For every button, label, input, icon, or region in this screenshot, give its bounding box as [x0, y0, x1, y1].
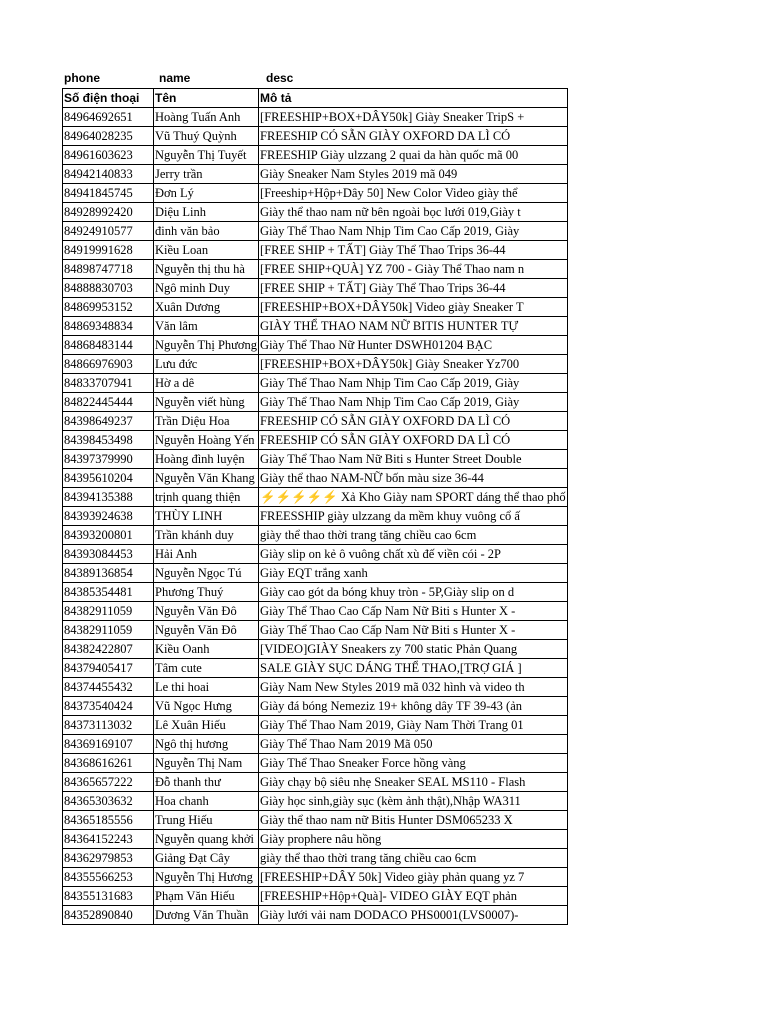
cell-desc: Giày Thể Thao Nam Nữ Biti s Hunter Street Double — [259, 450, 568, 469]
cell-phone: 84961603623 — [63, 146, 154, 165]
cell-desc: [FREESHIP+BOX+DÂY50k] Giày Sneaker TripS + — [259, 108, 568, 127]
cell-phone: 84369169107 — [63, 735, 154, 754]
cell-name: Văn lâm — [154, 317, 259, 336]
table-row — [63, 431, 568, 450]
cell-name: Lưu đức — [154, 355, 259, 374]
cell-desc: Giày học sinh,giày sục (kèm ảnh thật),Nhập WA311 — [259, 792, 568, 811]
cell-name: Vũ Ngọc Hưng — [154, 697, 259, 716]
cell-name: Trung Hiếu — [154, 811, 259, 830]
cell-desc: GIÀY THỂ THAO NAM NỮ BITIS HUNTER TỰ — [259, 317, 568, 336]
column-header-name: Tên — [154, 89, 259, 108]
cell-desc: [FREESHIP+Hộp+Quà]- VIDEO GIÀY EQT phản — [259, 887, 568, 906]
cell-name: Đơn Lý — [154, 184, 259, 203]
table-row — [63, 393, 568, 412]
customer-table — [62, 88, 568, 925]
cell-name: Nguyễn viết hùng — [154, 393, 259, 412]
cell-desc: Giày Thể Thao Nam 2019, Giày Nam Thời Trang 01 — [259, 716, 568, 735]
cell-phone: 84398649237 — [63, 412, 154, 431]
cell-name: Hải Anh — [154, 545, 259, 564]
table-row — [63, 754, 568, 773]
cell-name: Nguyễn Thị Phương — [154, 336, 259, 355]
cell-name: Tâm cute — [154, 659, 259, 678]
cell-desc: Giày Thể Thao Nam Nhịp Tim Cao Cấp 2019, Giày — [259, 393, 568, 412]
cell-name: Nguyễn Văn Đô — [154, 621, 259, 640]
cell-phone: 84869348834 — [63, 317, 154, 336]
cell-name: Nguyễn Văn Khang — [154, 469, 259, 488]
cell-phone: 84393200801 — [63, 526, 154, 545]
cell-desc: Giày đá bóng Nemeziz 19+ không dây TF 39-43 (ản — [259, 697, 568, 716]
table-row — [63, 621, 568, 640]
cell-desc: Giày prophere nâu hồng — [259, 830, 568, 849]
cell-desc: [FREESHIP+BOX+DÂY50k] Giày Sneaker Yz700 — [259, 355, 568, 374]
cell-desc: [FREE SHIP+QUÀ] YZ 700 - Giày Thể Thao nam n — [259, 260, 568, 279]
table-row — [63, 507, 568, 526]
field-desc: desc — [266, 71, 294, 85]
cell-phone: 84822445444 — [63, 393, 154, 412]
cell-name: Đỗ thanh thư — [154, 773, 259, 792]
table-row — [63, 640, 568, 659]
cell-name: Ngô minh Duy — [154, 279, 259, 298]
cell-name: Hoàng đình luyện — [154, 450, 259, 469]
cell-name: Nguyễn Thị Tuyết — [154, 146, 259, 165]
cell-phone: 84398453498 — [63, 431, 154, 450]
cell-desc: [Freeship+Hộp+Dây 50] New Color Video giày thể — [259, 184, 568, 203]
table-row — [63, 735, 568, 754]
cell-phone: 84919991628 — [63, 241, 154, 260]
cell-name: trịnh quang thiện — [154, 488, 259, 507]
table-row — [63, 792, 568, 811]
table-row — [63, 241, 568, 260]
table-row — [63, 336, 568, 355]
cell-desc: Giày Thể Thao Nữ Hunter DSWH01204 BẠC — [259, 336, 568, 355]
cell-desc: Giày Thể Thao Cao Cấp Nam Nữ Biti s Hunter X - — [259, 621, 568, 640]
table-row — [63, 298, 568, 317]
table-row — [63, 887, 568, 906]
cell-desc: Giày cao gót da bóng khuy tròn - 5P,Giày slip on d — [259, 583, 568, 602]
cell-name: Trần Diệu Hoa — [154, 412, 259, 431]
table-row — [63, 659, 568, 678]
cell-phone: 84393924638 — [63, 507, 154, 526]
cell-name: Le thi hoai — [154, 678, 259, 697]
cell-phone: 84382911059 — [63, 621, 154, 640]
cell-phone: 84941845745 — [63, 184, 154, 203]
cell-name: Kiều Oanh — [154, 640, 259, 659]
cell-desc: Giày thể thao nam nữ Bitis Hunter DSM065233 X — [259, 811, 568, 830]
cell-phone: 84898747718 — [63, 260, 154, 279]
table-row — [63, 526, 568, 545]
cell-name: Trần khánh duy — [154, 526, 259, 545]
column-header-desc: Mô tả — [259, 89, 568, 108]
table-row — [63, 108, 568, 127]
cell-desc: FREESHIP CÓ SẴN GIÀY OXFORD DA LÌ CÓ — [259, 127, 568, 146]
cell-name: Nguyễn Hoàng Yến — [154, 431, 259, 450]
cell-name: Jerry trần — [154, 165, 259, 184]
table-row — [63, 279, 568, 298]
cell-name: Phương Thuý — [154, 583, 259, 602]
cell-phone: 84942140833 — [63, 165, 154, 184]
table-row — [63, 697, 568, 716]
cell-phone: 84373113032 — [63, 716, 154, 735]
table-row — [63, 355, 568, 374]
cell-phone: 84373540424 — [63, 697, 154, 716]
cell-desc: FREESHIP CÓ SẴN GIÀY OXFORD DA LÌ CÓ — [259, 431, 568, 450]
cell-name: Dương Văn Thuần — [154, 906, 259, 925]
cell-phone: 84833707941 — [63, 374, 154, 393]
cell-name: Giảng Đạt Cây — [154, 849, 259, 868]
cell-phone: 84964028235 — [63, 127, 154, 146]
cell-phone: 84924910577 — [63, 222, 154, 241]
cell-desc: Giày Thể Thao Nam Nhịp Tim Cao Cấp 2019, Giày — [259, 374, 568, 393]
cell-desc: Giày Thể Thao Cao Cấp Nam Nữ Biti s Hunter X - — [259, 602, 568, 621]
cell-desc: [VIDEO]GIÀY Sneakers zy 700 static Phản Quang — [259, 640, 568, 659]
cell-phone: 84368616261 — [63, 754, 154, 773]
table-row — [63, 564, 568, 583]
cell-name: Nguyễn Ngọc Tú — [154, 564, 259, 583]
table-row — [63, 830, 568, 849]
cell-name: Hoàng Tuấn Anh — [154, 108, 259, 127]
cell-name: Lê Xuân Hiếu — [154, 716, 259, 735]
table-row — [63, 602, 568, 621]
cell-desc: ⚡⚡⚡⚡⚡ Xả Kho Giày nam SPORT dáng thể thao phố — [259, 488, 568, 507]
cell-name: Nguyễn Thị Hương — [154, 868, 259, 887]
cell-phone: 84928992420 — [63, 203, 154, 222]
cell-name: đinh văn bảo — [154, 222, 259, 241]
cell-desc: [FREE SHIP + TẤT] Giày Thể Thao Trips 36-44 — [259, 241, 568, 260]
cell-phone: 84869953152 — [63, 298, 154, 317]
cell-desc: giày thể thao thời trang tăng chiều cao 6cm — [259, 526, 568, 545]
cell-desc: FREESSHIP giày ulzzang da mềm khuy vuông cổ ấ — [259, 507, 568, 526]
cell-desc: [FREESHIP+DÂY 50k] Video giày phản quang yz 7 — [259, 868, 568, 887]
table-row — [63, 146, 568, 165]
cell-phone: 84355131683 — [63, 887, 154, 906]
cell-desc: Giày thể thao NAM-NỮ bốn màu size 36-44 — [259, 469, 568, 488]
table-row — [63, 260, 568, 279]
table-row — [63, 583, 568, 602]
cell-phone: 84382422807 — [63, 640, 154, 659]
cell-desc: Giày EQT trắng xanh — [259, 564, 568, 583]
cell-phone: 84397379990 — [63, 450, 154, 469]
cell-desc: Giày thể thao nam nữ bên ngoài bọc lưới 019,Giày t — [259, 203, 568, 222]
field-phone: phone — [64, 71, 100, 85]
table-row — [63, 906, 568, 925]
cell-desc: Giày Thể Thao Sneaker Force hồng vàng — [259, 754, 568, 773]
cell-name: Nguyễn Thị Nam — [154, 754, 259, 773]
table-row — [63, 868, 568, 887]
cell-name: Nguyễn quang khởi — [154, 830, 259, 849]
column-header-phone: Số điện thoại — [63, 89, 154, 108]
cell-phone: 84355566253 — [63, 868, 154, 887]
table-row — [63, 317, 568, 336]
table-row — [63, 412, 568, 431]
cell-desc: SALE GIÀY SỤC DÁNG THỂ THAO,[TRỢ GIÁ ] — [259, 659, 568, 678]
field-name: name — [159, 71, 191, 85]
table-row — [63, 450, 568, 469]
cell-desc: Giày slip on kẻ ô vuông chất xù đế viền cói - 2P — [259, 545, 568, 564]
cell-desc: FREESHIP CÓ SẴN GIÀY OXFORD DA LÌ CÓ — [259, 412, 568, 431]
cell-phone: 84888830703 — [63, 279, 154, 298]
table-row — [63, 184, 568, 203]
cell-desc: Giày Thể Thao Nam Nhịp Tim Cao Cấp 2019, Giày — [259, 222, 568, 241]
cell-phone: 84365185556 — [63, 811, 154, 830]
table-row — [63, 678, 568, 697]
cell-desc: Giày chạy bộ siêu nhẹ Sneaker SEAL MS110 - Flash — [259, 773, 568, 792]
cell-phone: 84364152243 — [63, 830, 154, 849]
cell-desc: Giày Sneaker Nam Styles 2019 mã 049 — [259, 165, 568, 184]
cell-phone: 84964692651 — [63, 108, 154, 127]
cell-name: Diệu Linh — [154, 203, 259, 222]
cell-phone: 84385354481 — [63, 583, 154, 602]
field-header-row — [62, 68, 568, 88]
table-row — [63, 488, 568, 507]
cell-desc: Giày Nam New Styles 2019 mã 032 hình và video th — [259, 678, 568, 697]
cell-name: Kiều Loan — [154, 241, 259, 260]
cell-phone: 84395610204 — [63, 469, 154, 488]
cell-desc: FREESHIP Giày ulzzang 2 quai da hàn quốc mã 00 — [259, 146, 568, 165]
cell-phone: 84866976903 — [63, 355, 154, 374]
table-row — [63, 127, 568, 146]
cell-name: Phạm Văn Hiếu — [154, 887, 259, 906]
cell-desc: [FREESHIP+BOX+DÂY50k] Video giày Sneaker T — [259, 298, 568, 317]
cell-phone: 84379405417 — [63, 659, 154, 678]
cell-phone: 84394135388 — [63, 488, 154, 507]
table-row — [63, 222, 568, 241]
cell-phone: 84868483144 — [63, 336, 154, 355]
cell-name: Hờ a dê — [154, 374, 259, 393]
cell-phone: 84389136854 — [63, 564, 154, 583]
cell-phone: 84374455432 — [63, 678, 154, 697]
table-row — [63, 849, 568, 868]
cell-desc: Giày lưới vải nam DODACO PHS0001(LVS0007)- — [259, 906, 568, 925]
cell-phone: 84365657222 — [63, 773, 154, 792]
cell-desc: [FREE SHIP + TẤT] Giày Thể Thao Trips 36-44 — [259, 279, 568, 298]
table-row — [63, 545, 568, 564]
table-row — [63, 165, 568, 184]
cell-name: Hoa chanh — [154, 792, 259, 811]
cell-name: Nguyễn thị thu hà — [154, 260, 259, 279]
cell-phone: 84382911059 — [63, 602, 154, 621]
cell-name: THÙY LINH — [154, 507, 259, 526]
cell-desc: Giày Thể Thao Nam 2019 Mã 050 — [259, 735, 568, 754]
table-row — [63, 811, 568, 830]
cell-phone: 84365303632 — [63, 792, 154, 811]
table-row — [63, 469, 568, 488]
cell-name: Xuân Dương — [154, 298, 259, 317]
table-row — [63, 203, 568, 222]
column-header-row — [63, 89, 568, 108]
spreadsheet — [62, 68, 568, 925]
cell-name: Vũ Thuý Quỳnh — [154, 127, 259, 146]
cell-name: Ngô thị hương — [154, 735, 259, 754]
cell-phone: 84393084453 — [63, 545, 154, 564]
table-row — [63, 716, 568, 735]
cell-phone: 84352890840 — [63, 906, 154, 925]
table-row — [63, 773, 568, 792]
cell-desc: giày thể thao thời trang tăng chiều cao 6cm — [259, 849, 568, 868]
cell-name: Nguyễn Văn Đô — [154, 602, 259, 621]
table-row — [63, 374, 568, 393]
cell-phone: 84362979853 — [63, 849, 154, 868]
